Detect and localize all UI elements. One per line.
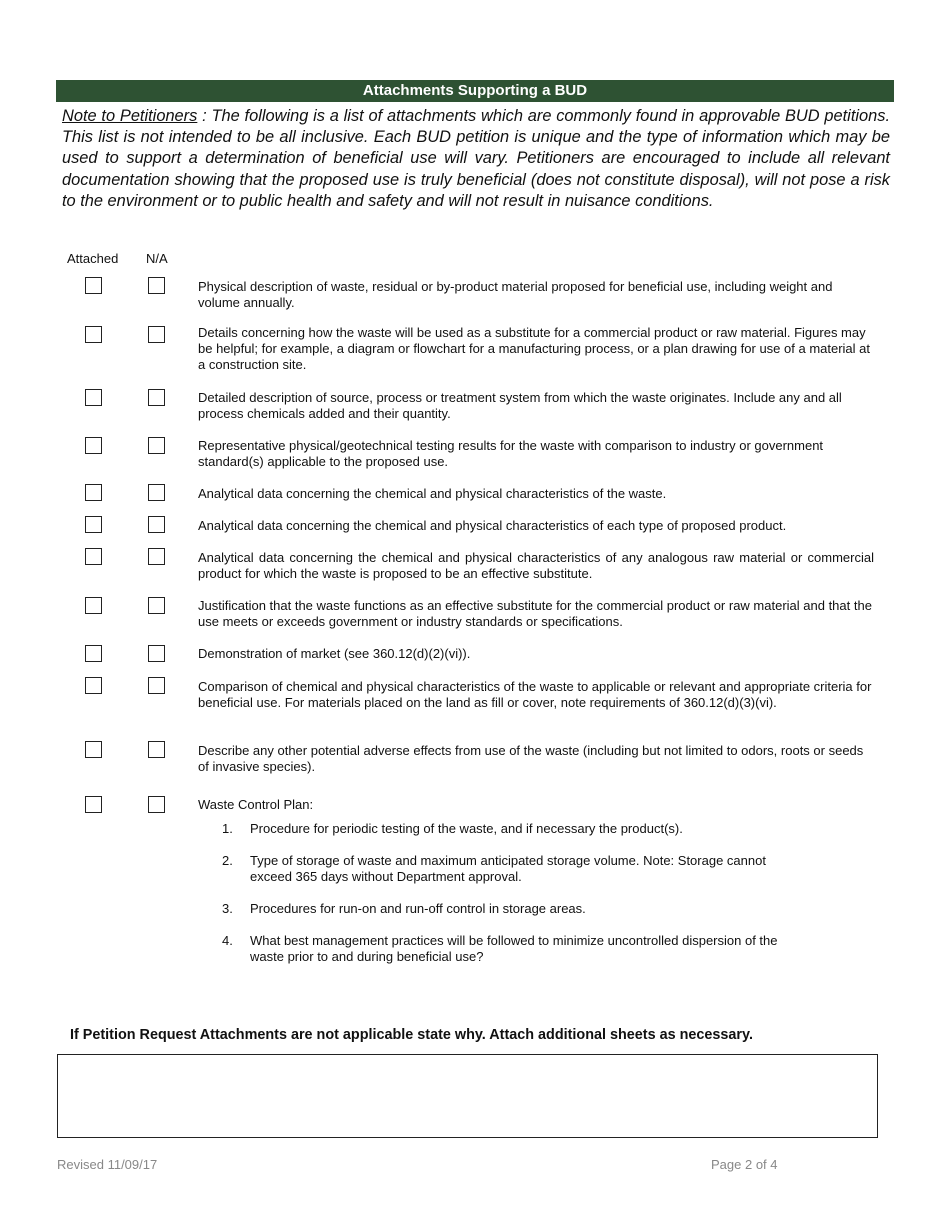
attachment-item-6: Analytical data concerning the chemical and physical characteristics of each type of proposed product.: [198, 518, 787, 533]
list-text: Type of storage of waste and maximum anticipated storage volume. Note: Storage cannot exceed 365 days without Department approval.: [250, 853, 766, 885]
attached-checkbox-1[interactable]: [85, 277, 102, 294]
note-lead: Note to Petitioners: [62, 107, 198, 125]
list-number: 3.: [222, 901, 233, 916]
page-number: Page 2 of 4: [711, 1157, 778, 1172]
attached-checkbox-11[interactable]: [85, 741, 102, 758]
na-checkbox-10[interactable]: [148, 677, 165, 694]
list-text: Procedures for run-on and run-off control in storage areas.: [250, 901, 586, 916]
column-header-attached: Attached: [67, 251, 119, 266]
list-text: What best management practices will be followed to minimize uncontrolled dispersion of the waste prior to and during beneficial use?: [250, 933, 778, 965]
attachment-item-7: Analytical data concerning the chemical and physical characteristics of any analogous raw material or commercial product for which the waste is proposed to be an effective substitute.: [198, 550, 874, 582]
na-checkbox-3[interactable]: [148, 389, 165, 406]
revised-date: Revised 11/09/17: [57, 1157, 158, 1172]
section-header: Attachments Supporting a BUD: [56, 80, 894, 102]
list-text: Procedure for periodic testing of the waste, and if necessary the product(s).: [250, 821, 683, 836]
reason-textbox[interactable]: [57, 1054, 878, 1138]
attached-checkbox-5[interactable]: [85, 484, 102, 501]
na-checkbox-8[interactable]: [148, 597, 165, 614]
na-checkbox-1[interactable]: [148, 277, 165, 294]
reason-label: If Petition Request Attachments are not applicable state why. Attach additional sheets as necessary.: [70, 1027, 753, 1043]
attached-checkbox-12[interactable]: [85, 796, 102, 813]
attachment-item-11: Describe any other potential adverse effects from use of the waste (including but not limited to odors, roots or seeds of invasive species).: [198, 743, 864, 775]
attachment-item-5: Analytical data concerning the chemical and physical characteristics of the waste.: [198, 486, 667, 501]
list-number: 1.: [222, 821, 233, 836]
attachment-item-1: Physical description of waste, residual or by-product material proposed for beneficial use, including weight and volume annually.: [198, 279, 833, 311]
attached-checkbox-9[interactable]: [85, 645, 102, 662]
attached-checkbox-10[interactable]: [85, 677, 102, 694]
na-checkbox-5[interactable]: [148, 484, 165, 501]
attachment-item-3: Detailed description of source, process or treatment system from which the waste originates. Include any and all process chemicals added and their quantity.: [198, 390, 842, 422]
attached-checkbox-2[interactable]: [85, 326, 102, 343]
na-checkbox-4[interactable]: [148, 437, 165, 454]
list-number: 2.: [222, 853, 233, 868]
attached-checkbox-4[interactable]: [85, 437, 102, 454]
na-checkbox-9[interactable]: [148, 645, 165, 662]
column-header-na: N/A: [146, 251, 168, 266]
attached-checkbox-8[interactable]: [85, 597, 102, 614]
na-checkbox-2[interactable]: [148, 326, 165, 343]
na-checkbox-11[interactable]: [148, 741, 165, 758]
attached-checkbox-3[interactable]: [85, 389, 102, 406]
attachment-item-12: Waste Control Plan:: [198, 797, 314, 812]
na-checkbox-12[interactable]: [148, 796, 165, 813]
list-number: 4.: [222, 933, 233, 948]
attachment-item-8: Justification that the waste functions as an effective substitute for the commercial product or raw material and that the use meets or exceeds government or industry standards or specifications.: [198, 598, 872, 630]
na-checkbox-7[interactable]: [148, 548, 165, 565]
attachment-item-2: Details concerning how the waste will be used as a substitute for a commercial product or raw material. Figures may be helpful; for example, a diagram or flowchart for a manufacturing process, or a plan drawing for use of a material at a construction site.: [198, 325, 871, 373]
attached-checkbox-6[interactable]: [85, 516, 102, 533]
attachment-item-4: Representative physical/geotechnical testing results for the waste with comparison to industry or government standard(s) applicable to the proposed use.: [198, 438, 824, 470]
note-text: : The following is a list of attachments which are commonly found in approvable BUD petitions. This list is not intended to be all inclusive. Each BUD petition is unique and the type of information which may be used to support a determination of beneficial use will vary. Petitioners are encouraged to include all relevant documentation showing that the proposed use is truly beneficial (does not constitute disposal), will not pose a risk to the environment or to public health and safety and will not result in nuisance conditions.: [62, 107, 891, 210]
note-to-petitioners: [62, 106, 890, 212]
attachment-item-9: Demonstration of market (see 360.12(d)(2)(vi)).: [198, 646, 471, 661]
na-checkbox-6[interactable]: [148, 516, 165, 533]
attachment-item-10: Comparison of chemical and physical characteristics of the waste to applicable or relevant and appropriate criteria for beneficial use. For materials placed on the land as fill or cover, note requirements of 360.12(d)(3)(vi).: [198, 679, 872, 711]
attached-checkbox-7[interactable]: [85, 548, 102, 565]
